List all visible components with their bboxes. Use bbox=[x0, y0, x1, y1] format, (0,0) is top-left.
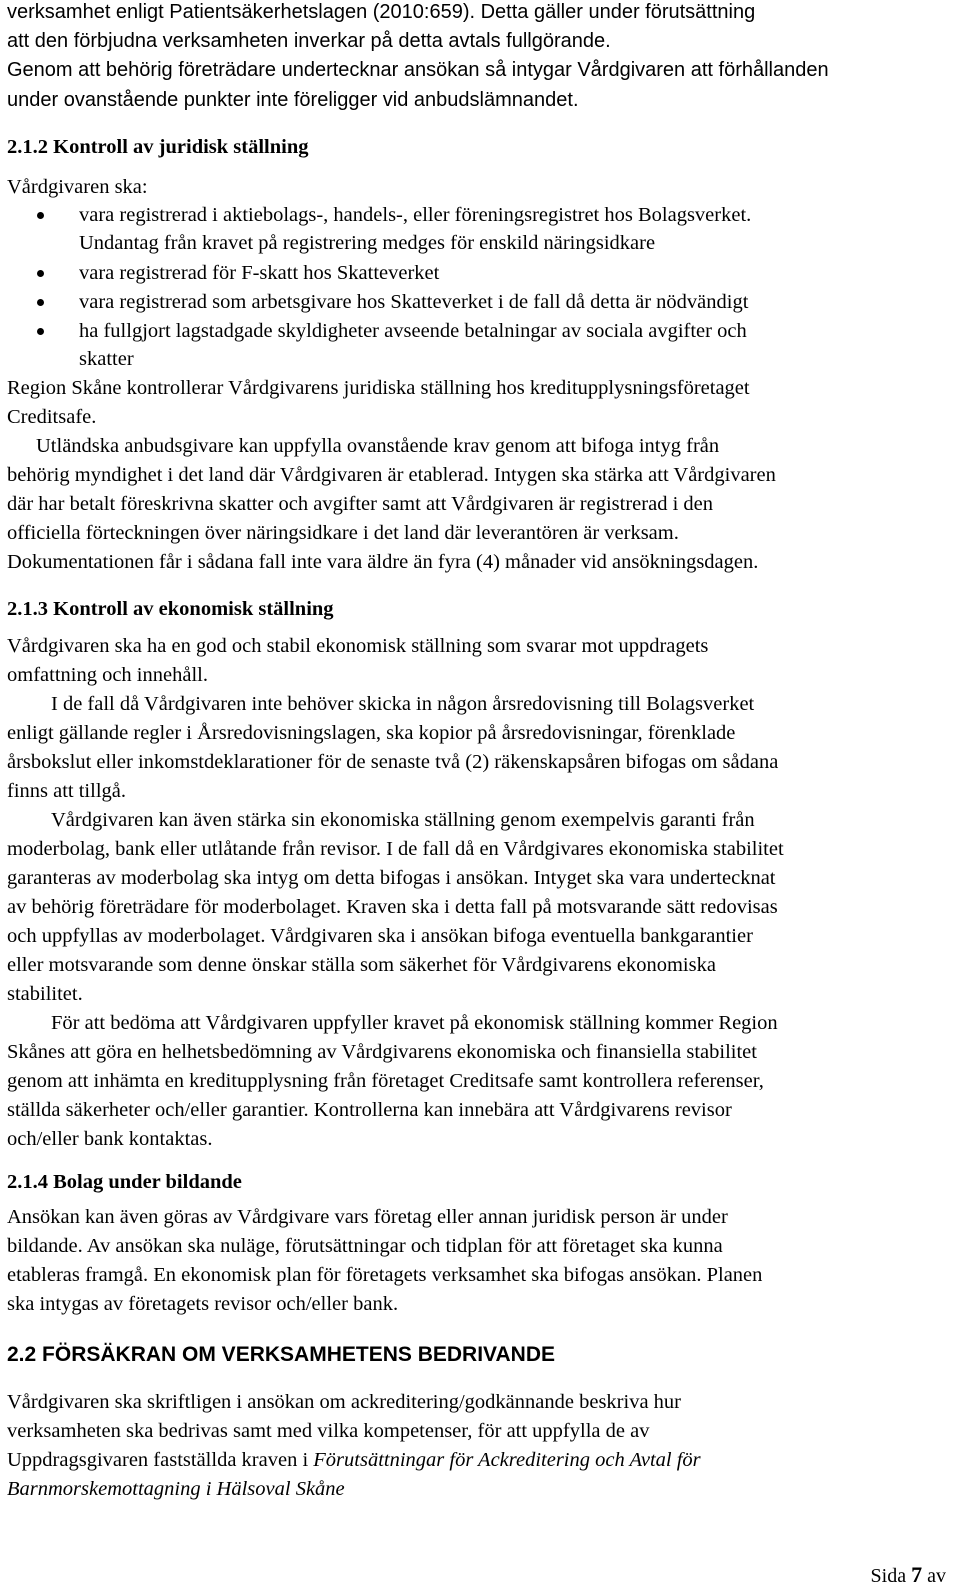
footer-suffix: av bbox=[922, 1565, 946, 1587]
paragraph-line: verksamheten ska bedrivas samt med vilka kompetenser, för att uppfylla de av bbox=[7, 1420, 650, 1442]
list-item: vara registrerad för F-skatt hos Skatteverket bbox=[79, 262, 440, 284]
paragraph-line: officiella förteckningen över näringsidkare i det land där leverantören är verksam. bbox=[7, 522, 679, 544]
paragraph-line: Dokumentationen får i sådana fall inte vara äldre än fyra (4) månader vid ansökningsdagen. bbox=[7, 551, 759, 573]
page-number-footer bbox=[871, 1562, 946, 1588]
paragraph-line: Region Skåne kontrollerar Vårdgivarens juridiska ställning hos kreditupplysningsföretaget bbox=[7, 377, 750, 399]
paragraph-line: moderbolag, bank eller utlåtande från revisor. I de fall då en Vårdgivares ekonomiska stabilitet bbox=[7, 838, 784, 860]
paragraph-line: I de fall då Vårdgivaren inte behöver skicka in någon årsredovisning till Bolagsverket bbox=[51, 693, 755, 715]
paragraph-line: Vårdgivaren ska skriftligen i ansökan om ackreditering/godkännande beskriva hur bbox=[7, 1391, 682, 1413]
paragraph-line: eller motsvarande som denne önskar ställa som säkerhet för Vårdgivarens ekonomiska bbox=[7, 954, 716, 976]
intro-line: Genom att behörig företrädare undertecknar ansökan så intygar Vårdgivaren att förhållanden bbox=[7, 59, 829, 81]
intro-line: under ovanstående punkter inte föreligger vid anbudslämnandet. bbox=[7, 89, 579, 111]
bullet-icon bbox=[37, 328, 44, 335]
document-reference: Barnmorskemottagning i Hälsoval Skåne bbox=[7, 1478, 345, 1500]
paragraph-line: där har betalt föreskrivna skatter och avgifter samt att Vårdgivaren är registrerad i den bbox=[7, 493, 713, 515]
paragraph-line: och uppfyllas av moderbolaget. Vårdgivaren ska i ansökan bifoga eventuella bankgarantier bbox=[7, 925, 753, 947]
page-number: 7 bbox=[911, 1562, 923, 1587]
bullet-icon bbox=[37, 270, 44, 277]
section-heading-2-1-2: 2.1.2 Kontroll av juridisk ställning bbox=[7, 136, 309, 158]
list-item-continuation: Undantag från kravet på registrering medges för enskild näringsidkare bbox=[79, 232, 656, 254]
paragraph-line: genom att inhämta en kreditupplysning från företaget Creditsafe samt kontrollera referenser, bbox=[7, 1070, 764, 1092]
intro-line: verksamhet enligt Patientsäkerhetslagen (2010:659). Detta gäller under förutsättning bbox=[7, 1, 756, 23]
paragraph-line: garanteras av moderbolag ska intyg om detta bifogas i ansökan. Intyget ska vara undertecknat bbox=[7, 867, 776, 889]
list-item-continuation: skatter bbox=[79, 348, 134, 370]
paragraph-line: behörig myndighet i det land där Vårdgivaren är etablerad. Intygen ska stärka att Vårdgivaren bbox=[7, 464, 776, 486]
section-heading-2-2: 2.2 FÖRSÄKRAN OM VERKSAMHETENS BEDRIVANDE bbox=[7, 1343, 555, 1366]
section-heading-2-1-4: 2.1.4 Bolag under bildande bbox=[7, 1171, 242, 1193]
paragraph-line: ställda säkerheter och/eller garantier. Kontrollerna kan innebära att Vårdgivarens revisor bbox=[7, 1099, 732, 1121]
paragraph-line: Utländska anbudsgivare kan uppfylla ovanstående krav genom att bifoga intyg från bbox=[36, 435, 720, 457]
paragraph-line: av behörig företrädare för moderbolaget. Kraven ska i detta fall på motsvarande sätt redovisas bbox=[7, 896, 778, 918]
paragraph-line bbox=[7, 1448, 701, 1472]
list-item: ha fullgjort lagstadgade skyldigheter avseende betalningar av sociala avgifter och bbox=[79, 320, 747, 342]
paragraph-line: Vårdgivaren ska ha en god och stabil ekonomisk ställning som svarar mot uppdragets bbox=[7, 635, 709, 657]
paragraph-line: Creditsafe. bbox=[7, 406, 97, 428]
list-item: vara registrerad som arbetsgivare hos Skatteverket i de fall då detta är nödvändigt bbox=[79, 291, 749, 313]
paragraph-text: Uppdragsgivaren fastställda kraven i bbox=[7, 1449, 314, 1471]
paragraph-line: omfattning och innehåll. bbox=[7, 664, 208, 686]
paragraph-line: Vårdgivaren kan även stärka sin ekonomiska ställning genom exempelvis garanti från bbox=[51, 809, 755, 831]
bullet-icon bbox=[37, 212, 44, 219]
paragraph-line: Vårdgivaren ska: bbox=[7, 176, 148, 198]
footer-label: Sida bbox=[870, 1565, 912, 1587]
document-reference: Förutsättningar för Ackreditering och Avtal för bbox=[313, 1449, 701, 1471]
paragraph-line: bildande. Av ansökan ska nuläge, förutsättningar och tidplan för att företaget ska kunna bbox=[7, 1235, 723, 1257]
paragraph-line: Skånes att göra en helhetsbedömning av Vårdgivarens ekonomiska och finansiella stabilitet bbox=[7, 1041, 757, 1063]
paragraph-line: etableras framgå. En ekonomisk plan för företagets verksamhet ska bifogas ansökan. Planen bbox=[7, 1264, 763, 1286]
paragraph-line: finns att tillgå. bbox=[7, 780, 126, 802]
paragraph-line: årsbokslut eller inkomstdeklarationer för de senaste två (2) räkenskapsåren bifogas om sådana bbox=[7, 751, 779, 773]
paragraph-line: stabilitet. bbox=[7, 983, 83, 1005]
intro-line: att den förbjudna verksamheten inverkar på detta avtals fullgörande. bbox=[7, 30, 611, 52]
paragraph-line: enligt gällande regler i Årsredovisningslagen, ska kopior på årsredovisningar, förenklade bbox=[7, 722, 736, 744]
section-heading-2-1-3: 2.1.3 Kontroll av ekonomisk ställning bbox=[7, 598, 334, 620]
paragraph-line: För att bedöma att Vårdgivaren uppfyller kravet på ekonomisk ställning kommer Region bbox=[51, 1012, 778, 1034]
list-item: vara registrerad i aktiebolags-, handels-, eller föreningsregistret hos Bolagsverket. bbox=[79, 204, 752, 226]
paragraph-line: och/eller bank kontaktas. bbox=[7, 1128, 213, 1150]
paragraph-line: ska intygas av företagets revisor och/eller bank. bbox=[7, 1293, 399, 1315]
paragraph-line: Ansökan kan även göras av Vårdgivare vars företag eller annan juridisk person är under bbox=[7, 1206, 728, 1228]
bullet-icon bbox=[37, 299, 44, 306]
